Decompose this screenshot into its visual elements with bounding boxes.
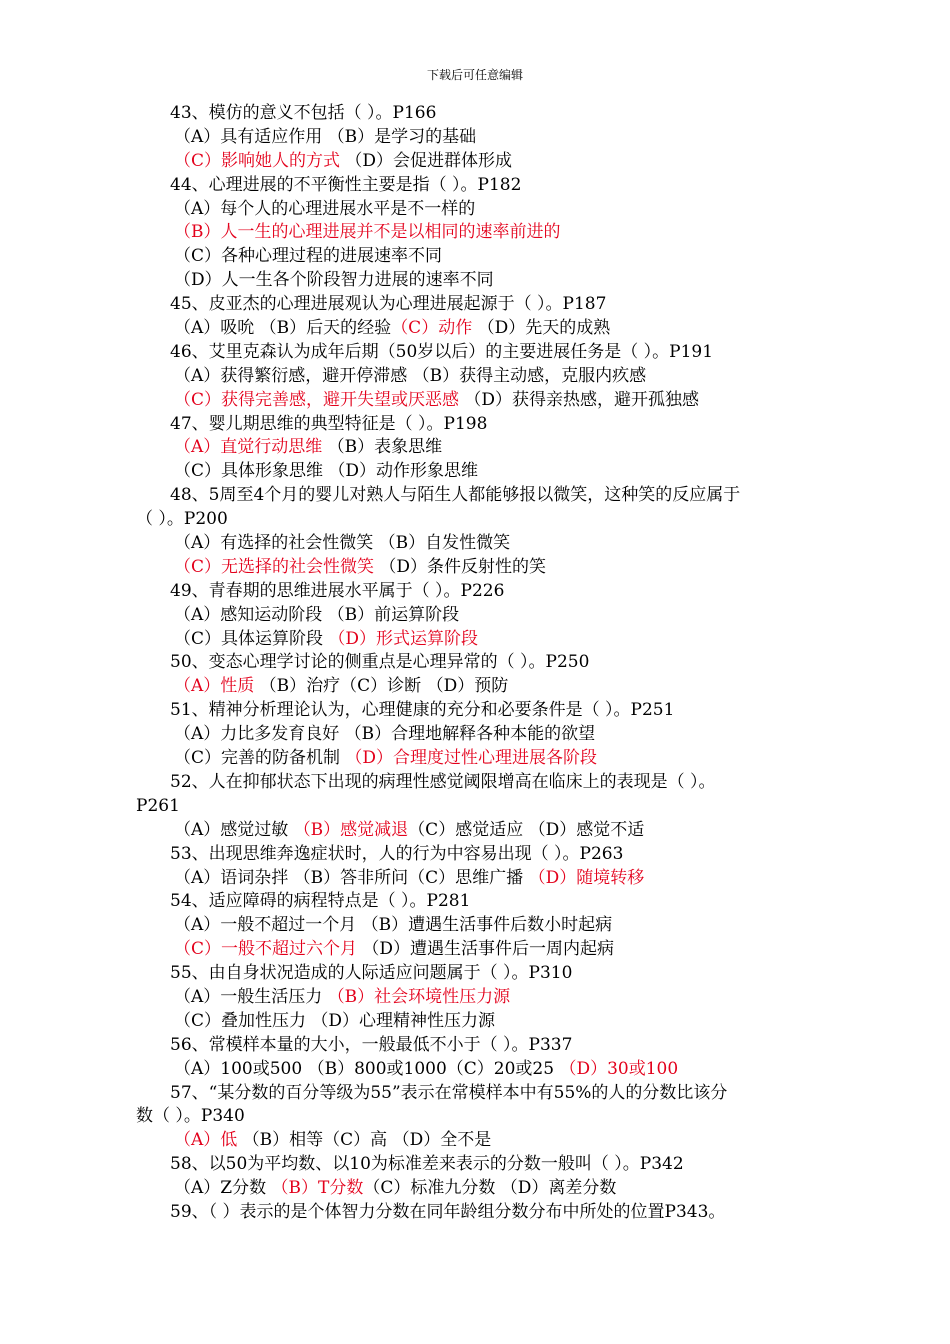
answer-options-line bbox=[136, 675, 826, 699]
correct-answer: （C）一般不超过六个月 bbox=[174, 939, 358, 960]
correct-answer: （A）性质 bbox=[174, 676, 255, 697]
answer-options-line bbox=[136, 867, 826, 891]
question-line bbox=[136, 771, 826, 795]
answer-options-line bbox=[136, 1129, 826, 1153]
answer-options-line bbox=[136, 198, 826, 222]
line-text: 43、模仿的意义不包括（ ）。P166 bbox=[170, 103, 437, 123]
question-line bbox=[136, 102, 826, 126]
question-line bbox=[136, 1082, 826, 1106]
line-text: （C）感觉适应 （D）感觉不适 bbox=[408, 819, 645, 840]
answer-options-line bbox=[136, 604, 826, 628]
question-line bbox=[136, 843, 826, 867]
correct-answer: （B）社会环境性压力源 bbox=[327, 986, 511, 1007]
line-text: （A）感觉过敏 bbox=[174, 819, 294, 840]
answer-options-line bbox=[136, 723, 826, 747]
question-line bbox=[136, 174, 826, 198]
line-text: （A）感知运动阶段 （B）前运算阶段 bbox=[174, 604, 460, 625]
line-text: （D）先天的成熟 bbox=[472, 318, 611, 339]
line-text: （B）表象思维 bbox=[322, 437, 443, 458]
line-text: （C）具体运算阶段 bbox=[174, 628, 329, 649]
line-text: （D）获得亲热感，避开孤独感 bbox=[459, 389, 700, 410]
line-text: （D）遭遇生活事件后一周内起病 bbox=[357, 939, 615, 960]
question-wrap-line bbox=[136, 795, 826, 819]
answer-options-line bbox=[136, 1058, 826, 1082]
correct-answer: （C）影响她人的方式 bbox=[174, 150, 341, 171]
answer-options-line bbox=[136, 628, 826, 652]
correct-answer: （A）低 bbox=[174, 1130, 238, 1151]
correct-answer: （D）30或100 bbox=[559, 1058, 679, 1079]
line-text: 59、（ ）表示的是个体智力分数在同年龄组分数分布中所处的位置P343。 bbox=[170, 1201, 726, 1222]
page-header: 下载后可任意编辑 bbox=[426, 68, 523, 82]
answer-options-line bbox=[136, 365, 826, 389]
answer-options-line bbox=[136, 460, 826, 484]
line-text: （A）每个人的心理进展水平是不一样的 bbox=[174, 198, 476, 219]
correct-answer: （C）获得完善感，避开失望或厌恶感 bbox=[174, 389, 460, 410]
question-line bbox=[136, 890, 826, 914]
question-line bbox=[136, 962, 826, 986]
line-text: （D）条件反射性的笑 bbox=[374, 556, 547, 577]
line-text: （C）具体形象思维 （D）动作形象思维 bbox=[174, 461, 479, 482]
question-line bbox=[136, 699, 826, 723]
question-wrap-line bbox=[136, 508, 826, 532]
line-text: （C）完善的防备机制 bbox=[174, 748, 346, 769]
line-text: P261 bbox=[136, 795, 180, 816]
line-text: （C）叠加性压力 （D）心理精神性压力源 bbox=[174, 1010, 496, 1031]
line-text: 47、婴儿期思维的典型特征是（ ）。P198 bbox=[170, 413, 488, 434]
question-line bbox=[136, 580, 826, 604]
line-text: （B）相等（C）高 （D）全不是 bbox=[237, 1130, 492, 1151]
line-text: （A）一般生活压力 bbox=[174, 986, 328, 1007]
line-text: 45、皮亚杰的心理进展观认为心理进展起源于（ ）。P187 bbox=[170, 294, 607, 315]
correct-answer: （C）无选择的社会性微笑 bbox=[174, 556, 375, 577]
line-text: （A）100或500 （B）800或1000（C）20或25 bbox=[174, 1058, 560, 1079]
line-text: 46、艾里克森认为成年后期（50岁以后）的主要进展任务是（ ）。P191 bbox=[170, 341, 714, 362]
question-wrap-line bbox=[136, 1105, 826, 1129]
line-text: 53、出现思维奔逸症状时，人的行为中容易出现（ ）。P263 bbox=[170, 843, 624, 864]
answer-options-line bbox=[136, 1177, 826, 1201]
answer-options-line bbox=[136, 389, 826, 413]
correct-answer: （A）直觉行动思维 bbox=[174, 437, 323, 458]
question-line bbox=[136, 341, 826, 365]
answer-options-line bbox=[136, 556, 826, 580]
line-text: （A）吸吮 （B）后天的经验 bbox=[174, 318, 392, 339]
line-text: （A）Z分数 bbox=[174, 1178, 272, 1199]
line-text: 57、“某分数的百分等级为55”表示在常模样本中有55%的人的分数比该分 bbox=[170, 1082, 728, 1103]
line-text: （ ）。P200 bbox=[136, 509, 228, 530]
line-text: （C）各种心理过程的进展速率不同 bbox=[174, 246, 443, 267]
line-text: 58、以50为平均数、以10为标准差来表示的分数一般叫（ ）。P342 bbox=[170, 1154, 684, 1175]
line-text: 数（ ）。P340 bbox=[136, 1106, 245, 1127]
question-line bbox=[136, 413, 826, 437]
question-line bbox=[136, 651, 826, 675]
answer-options-line bbox=[136, 436, 826, 460]
line-text: （D）会促进群体形成 bbox=[340, 150, 513, 171]
question-line bbox=[136, 1201, 826, 1225]
question-line bbox=[136, 1153, 826, 1177]
answer-options-line bbox=[136, 269, 826, 293]
question-line bbox=[136, 293, 826, 317]
question-line bbox=[136, 484, 826, 508]
answer-options-line bbox=[136, 245, 826, 269]
line-text: 55、由自身状况造成的人际适应问题属于（ ）。P310 bbox=[170, 963, 573, 984]
answer-options-line bbox=[136, 986, 826, 1010]
line-text: 52、人在抑郁状态下出现的病理性感觉阈限增高在临床上的表现是（ ）。 bbox=[170, 771, 716, 792]
answer-options-line bbox=[136, 126, 826, 150]
line-text: （B）治疗（C）诊断 （D）预防 bbox=[254, 676, 509, 697]
correct-answer: （B）人一生的心理进展并不是以相同的速率前进的 bbox=[174, 222, 561, 243]
line-text: （A）力比多发育良好 （B）合理地解释各种本能的欲望 bbox=[174, 724, 596, 745]
answer-options-line bbox=[136, 532, 826, 556]
line-text: 48、5周至4个月的婴儿对熟人与陌生人都能够报以微笑，这种笑的反应属于 bbox=[170, 485, 741, 506]
line-text: （D）人一生各个阶段智力进展的速率不同 bbox=[174, 270, 494, 291]
correct-answer: （D）形式运算阶段 bbox=[328, 628, 479, 649]
answer-options-line bbox=[136, 747, 826, 771]
answer-options-line bbox=[136, 317, 826, 341]
line-text: 51、精神分析理论认为，心理健康的充分和必要条件是（ ）。P251 bbox=[170, 700, 675, 721]
answer-options-line bbox=[136, 819, 826, 843]
line-text: （A）有选择的社会性微笑 （B）自发性微笑 bbox=[174, 533, 511, 554]
correct-answer: （D）随境转移 bbox=[528, 867, 645, 888]
correct-answer: （C）动作 bbox=[391, 318, 473, 339]
line-text: （A）获得繁衍感，避开停滞感 （B）获得主动感，克服内疚感 bbox=[174, 365, 647, 386]
answer-options-line bbox=[136, 1010, 826, 1034]
answer-options-line bbox=[136, 150, 826, 174]
line-text: 44、心理进展的不平衡性主要是指（ ）。P182 bbox=[170, 174, 522, 195]
document-body bbox=[136, 102, 826, 1225]
line-text: （A）具有适应作用 （B）是学习的基础 bbox=[174, 126, 477, 147]
line-text: 54、适应障碍的病程特点是（ ）。P281 bbox=[170, 891, 471, 912]
line-text: 56、常模样本量的大小，一般最低不小于（ ）。P337 bbox=[170, 1034, 573, 1055]
answer-options-line bbox=[136, 938, 826, 962]
answer-options-line bbox=[136, 914, 826, 938]
answer-options-line bbox=[136, 221, 826, 245]
line-text: 50、变态心理学讨论的侧重点是心理异常的（ ）。P250 bbox=[170, 652, 590, 673]
line-text: 49、青春期的思维进展水平属于（ ）。P226 bbox=[170, 580, 505, 601]
correct-answer: （B）T分数 bbox=[271, 1178, 364, 1199]
correct-answer: （D）合理度过性心理进展各阶段 bbox=[345, 748, 598, 769]
correct-answer: （B）感觉减退 bbox=[293, 819, 409, 840]
line-text: （A）一般不超过一个月 （B）遭遇生活事件后数小时起病 bbox=[174, 915, 613, 936]
line-text: （A）语词杂拌 （B）答非所问（C）思维广播 bbox=[174, 867, 529, 888]
question-line bbox=[136, 1034, 826, 1058]
line-text: （C）标准九分数 （D）离差分数 bbox=[363, 1178, 617, 1199]
